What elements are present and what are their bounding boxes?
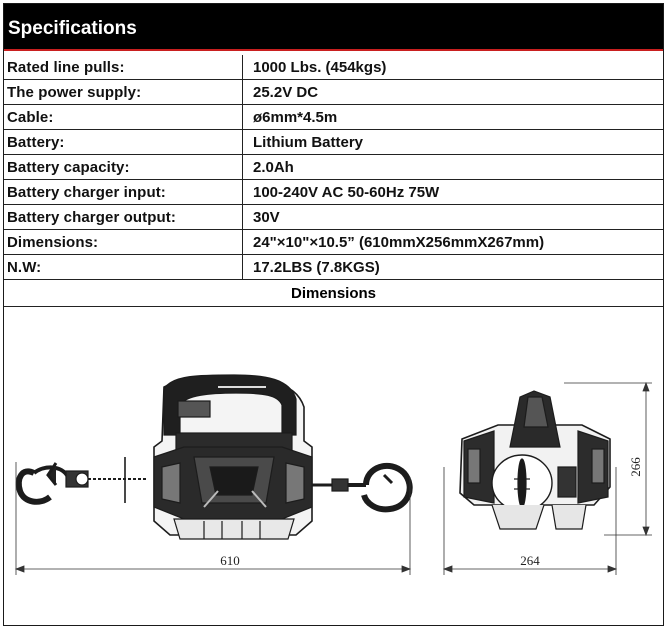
front-view-winch [19,375,410,539]
table-row [4,80,663,105]
spec-label: Battery charger output: [4,205,243,230]
left-hook-icon [19,463,88,502]
spec-label: The power supply: [4,80,243,105]
dimension-drawing [4,307,663,625]
spec-value: 100-240V AC 50-60Hz 75W [243,180,664,205]
table-row [4,155,663,180]
spec-sheet [3,3,664,626]
spec-label: Rated line pulls: [4,55,243,80]
spec-label: N.W: [4,255,243,280]
spec-label: Battery charger input: [4,180,243,205]
spec-value: 24"×10"×10.5” (610mmX256mmX267mm) [243,230,664,255]
front-width-label: 610 [220,553,240,568]
page-title: Specifications [4,4,663,51]
side-height-label: 266 [628,457,643,477]
table-row [4,205,663,230]
spec-label: Dimensions: [4,230,243,255]
spec-value: 25.2V DC [243,80,664,105]
winch-body [154,375,312,539]
table-row [4,180,663,205]
side-width-label: 264 [520,553,540,568]
spec-value: Lithium Battery [243,130,664,155]
spec-value: 2.0Ah [243,155,664,180]
side-view-winch [460,391,610,529]
spec-label: Battery: [4,130,243,155]
table-row [4,255,663,280]
right-hook-icon [348,466,410,509]
table-row [4,230,663,255]
spec-value: 30V [243,205,664,230]
table-row [4,130,663,155]
spec-table [4,55,663,280]
dimensions-heading: Dimensions [4,281,663,307]
table-row [4,105,663,130]
spec-value: 17.2LBS (7.8KGS) [243,255,664,280]
spec-label: Cable: [4,105,243,130]
spec-value: 1000 Lbs. (454kgs) [243,55,664,80]
table-row [4,55,663,80]
spec-value: ø6mm*4.5m [243,105,664,130]
spec-label: Battery capacity: [4,155,243,180]
